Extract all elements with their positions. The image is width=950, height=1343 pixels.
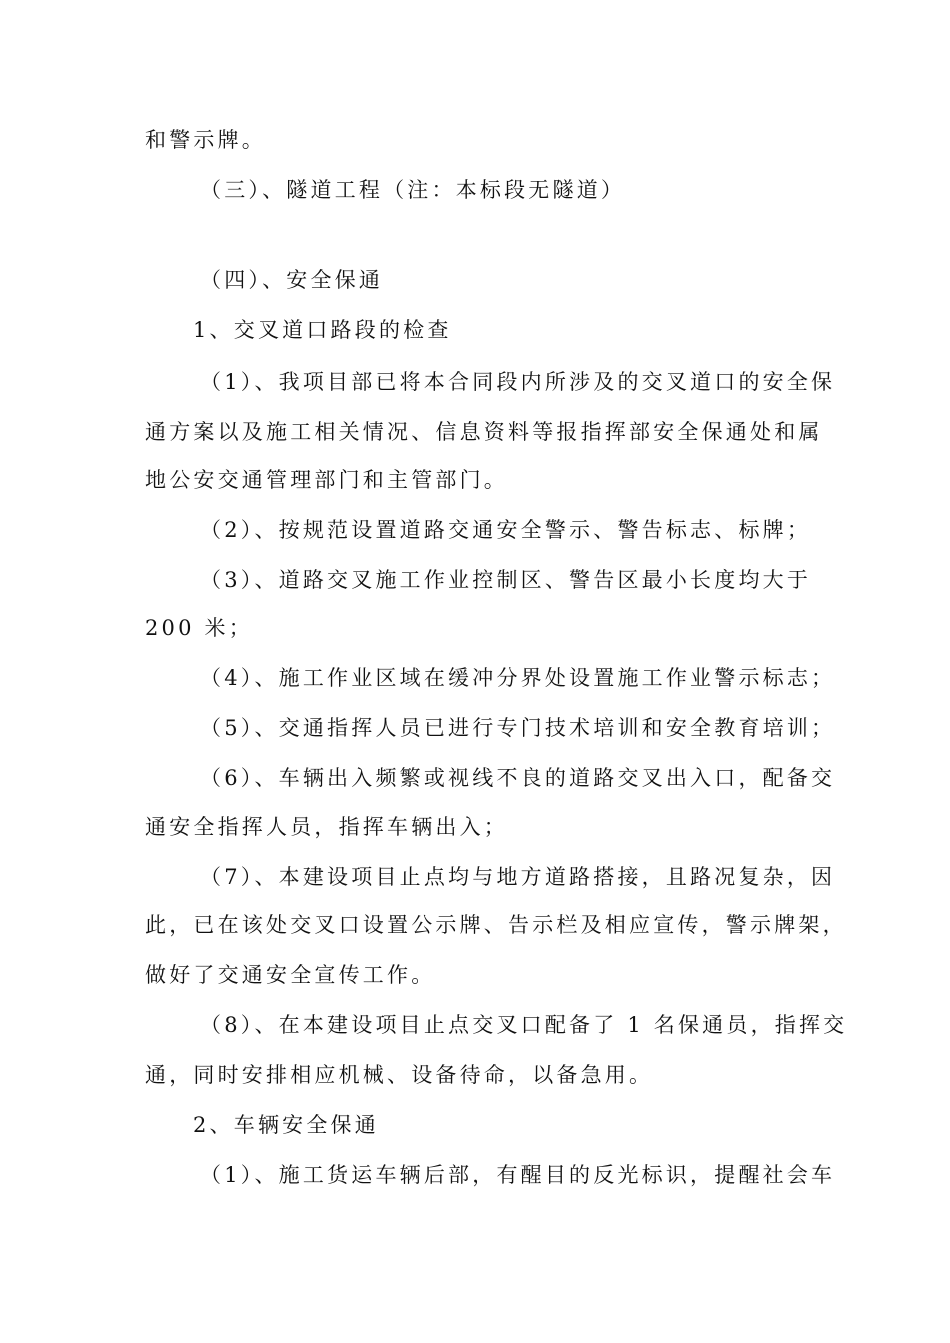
section-heading-safety: （四）、安全保通 (200, 268, 384, 292)
paragraph-line: 200 米； (145, 616, 253, 640)
paragraph-line: 此，已在该处交叉口设置公示牌、告示栏及相应宣传，警示牌架， (145, 913, 847, 937)
subheading-intersection-check: 1、交叉道口路段的检查 (193, 318, 452, 342)
paragraph-line: 通，同时安排相应机械、设备待命，以备急用。 (145, 1063, 654, 1087)
paragraph-line: 和警示牌。 (145, 128, 266, 152)
paragraph-line: （3）、道路交叉施工作业控制区、警告区最小长度均大于 (200, 568, 812, 592)
paragraph-line: 做好了交通安全宣传工作。 (145, 963, 436, 987)
paragraph-line: （5）、交通指挥人员已进行专门技术培训和安全教育培训； (200, 716, 836, 740)
section-heading-tunnel: （三）、隧道工程（注：本标段无隧道） (200, 178, 626, 202)
subheading-vehicle-safety: 2、车辆安全保通 (193, 1113, 379, 1137)
paragraph-line: （8）、在本建设项目止点交叉口配备了 1 名保通员，指挥交 (200, 1013, 848, 1037)
paragraph-line: （7）、本建设项目止点均与地方道路搭接，且路况复杂，因 (200, 865, 836, 889)
paragraph-line: （2）、按规范设置道路交通安全警示、警告标志、标牌； (200, 518, 812, 542)
paragraph-line: （4）、施工作业区域在缓冲分界处设置施工作业警示标志； (200, 666, 836, 690)
paragraph-line: （1）、我项目部已将本合同段内所涉及的交叉道口的安全保 (200, 370, 836, 394)
paragraph-line: （6）、车辆出入频繁或视线不良的道路交叉出入口，配备交 (200, 766, 836, 790)
paragraph-line: 地公安交通管理部门和主管部门。 (145, 468, 508, 492)
paragraph-line: 通安全指挥人员，指挥车辆出入； (145, 815, 508, 839)
paragraph-line: （1）、施工货运车辆后部，有醒目的反光标识，提醒社会车 (200, 1163, 836, 1187)
paragraph-line: 通方案以及施工相关情况、信息资料等报指挥部安全保通处和属 (145, 420, 823, 444)
